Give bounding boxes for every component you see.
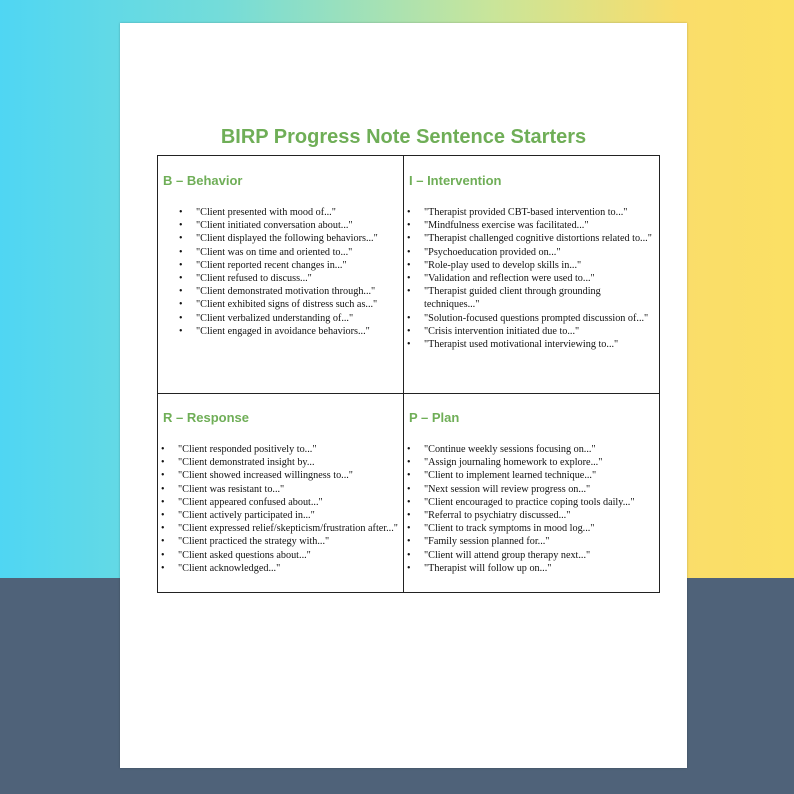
list-item: • "Client to implement learned technique...": [424, 469, 655, 482]
plan-heading: P – Plan: [409, 410, 460, 425]
plan-cell: [404, 394, 659, 592]
list-item: • "Client acknowledged...": [178, 562, 399, 575]
list-item: • "Role-play used to develop skills in...": [424, 259, 655, 272]
list-item: • "Client responded positively to...": [178, 443, 399, 456]
list-item: • "Client initiated conversation about...": [196, 219, 399, 232]
list-item: • "Psychoeducation provided on...": [424, 246, 655, 259]
plan-list: [424, 443, 655, 575]
list-item: • "Client showed increased willingness to...": [178, 469, 399, 482]
list-item: • "Client exhibited signs of distress such as...": [196, 298, 399, 311]
list-item: • "Client expressed relief/skepticism/frustration after...": [178, 522, 399, 535]
list-item: • "Client displayed the following behaviors...": [196, 232, 399, 245]
behavior-list: [196, 206, 399, 338]
intervention-list: [424, 206, 655, 351]
intervention-cell: [404, 156, 659, 394]
document-page: [120, 23, 687, 768]
list-item: • "Client asked questions about...": [178, 549, 399, 562]
list-item: • "Assign journaling homework to explore...": [424, 456, 655, 469]
list-item: • "Client actively participated in...": [178, 509, 399, 522]
list-item: • "Solution-focused questions prompted discussion of...": [424, 312, 655, 325]
response-list: [178, 443, 399, 575]
list-item: • "Client was resistant to...": [178, 483, 399, 496]
list-item: • "Family session planned for...": [424, 535, 655, 548]
list-item: • "Client to track symptoms in mood log...": [424, 522, 655, 535]
list-item: • "Therapist provided CBT-based intervention to...": [424, 206, 655, 219]
response-cell: [158, 394, 404, 592]
list-item: • "Client was on time and oriented to...": [196, 246, 399, 259]
intervention-heading: I – Intervention: [409, 173, 502, 188]
list-item: • "Referral to psychiatry discussed...": [424, 509, 655, 522]
list-item: • "Therapist will follow up on...": [424, 562, 655, 575]
list-item: • "Next session will review progress on...": [424, 483, 655, 496]
birp-table: [157, 155, 660, 593]
list-item: • "Client verbalized understanding of...": [196, 312, 399, 325]
list-item: • "Client presented with mood of...": [196, 206, 399, 219]
list-item: • "Client demonstrated insight by...: [178, 456, 399, 469]
behavior-cell: [158, 156, 404, 394]
list-item: • "Client reported recent changes in...": [196, 259, 399, 272]
list-item: • "Client encouraged to practice coping tools daily...": [424, 496, 655, 509]
list-item: • "Client demonstrated motivation through...": [196, 285, 399, 298]
list-item: • "Continue weekly sessions focusing on...": [424, 443, 655, 456]
list-item: • "Therapist challenged cognitive distortions related to...": [424, 232, 655, 245]
list-item: • "Client practiced the strategy with...": [178, 535, 399, 548]
response-heading: R – Response: [163, 410, 249, 425]
list-item: • "Client refused to discuss...": [196, 272, 399, 285]
list-item: • "Mindfulness exercise was facilitated...": [424, 219, 655, 232]
document-title: BIRP Progress Note Sentence Starters: [220, 126, 587, 148]
list-item: • "Client appeared confused about...": [178, 496, 399, 509]
list-item: • "Therapist used motivational interviewing to...": [424, 338, 655, 351]
list-item: • "Therapist guided client through grounding techniques...": [424, 285, 655, 311]
list-item: • "Validation and reflection were used to...": [424, 272, 655, 285]
list-item: • "Client will attend group therapy next...": [424, 549, 655, 562]
behavior-heading: B – Behavior: [163, 173, 243, 188]
list-item: • "Client engaged in avoidance behaviors...": [196, 325, 399, 338]
list-item: • "Crisis intervention initiated due to...": [424, 325, 655, 338]
